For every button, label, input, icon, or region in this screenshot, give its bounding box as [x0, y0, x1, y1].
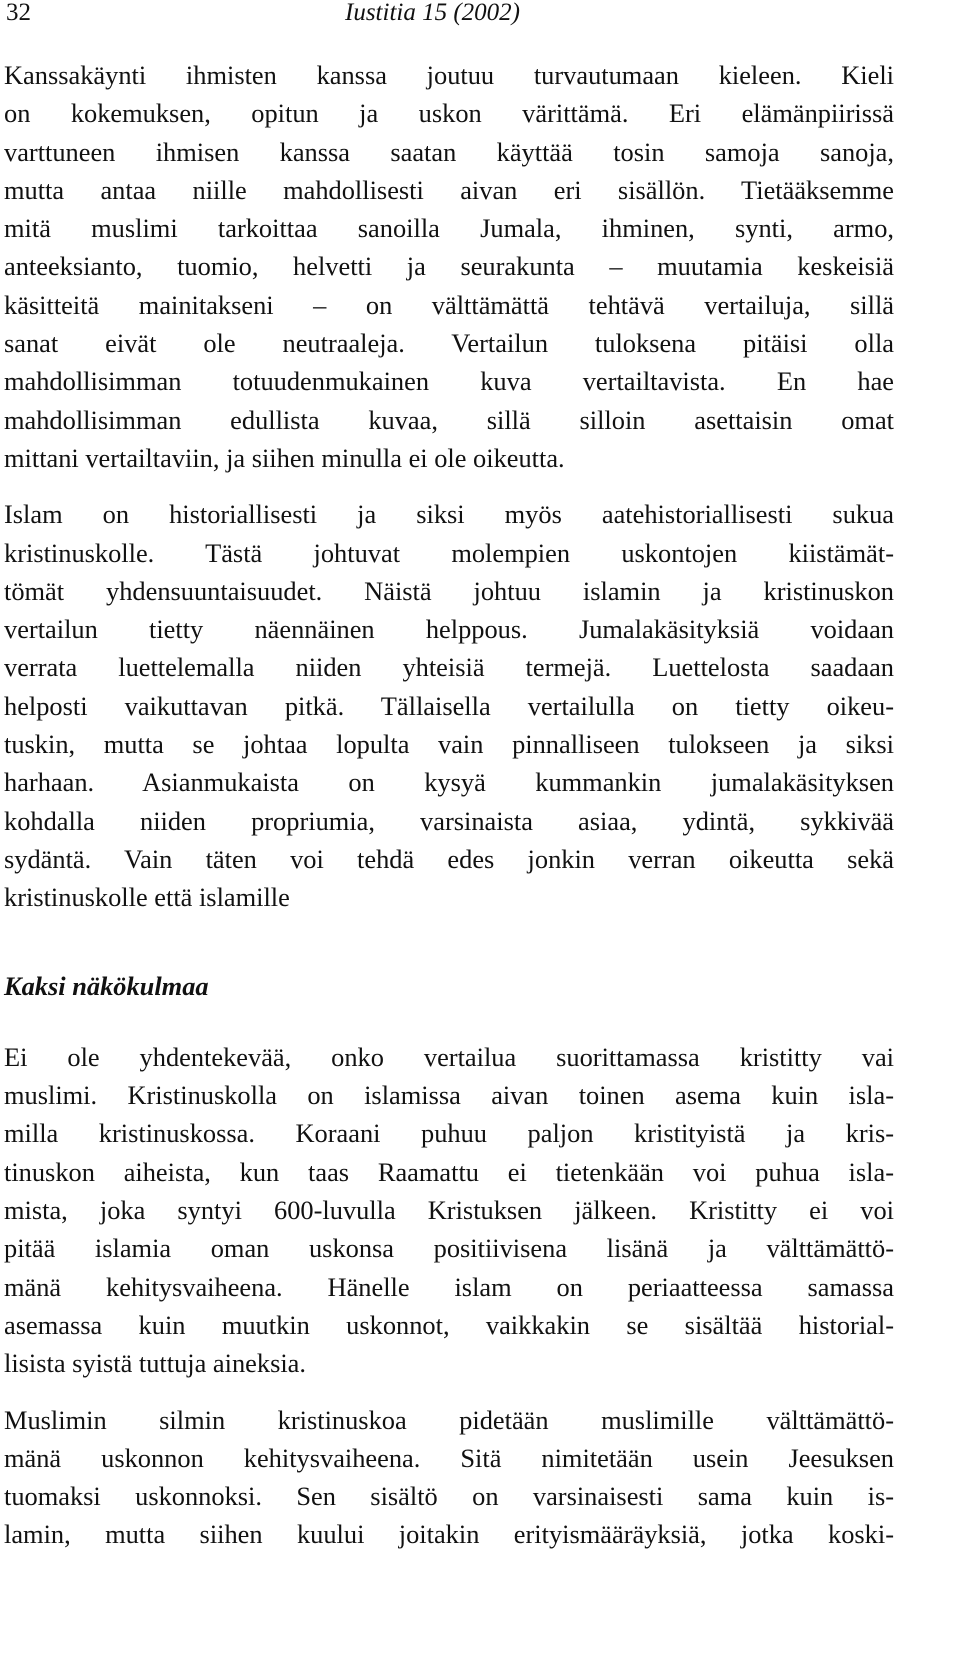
- text-line: sanat eivät ole neutraaleja. Vertailun tuloksena pitäisi olla: [4, 328, 894, 359]
- paragraph-gap: [4, 477, 894, 495]
- text-line: lamin, mutta siihen kuului joitakin erityismääräyksiä, jotka koski-: [4, 1519, 894, 1550]
- paragraph-gap: [4, 1383, 894, 1401]
- text-line: Islam on historiallisesti ja siksi myös aatehistoriallisesti sukua: [4, 499, 894, 530]
- text-line: on kokemuksen, opitun ja uskon värittämä. Eri elämänpiirissä: [4, 98, 894, 129]
- text-line: vertailun tietty näennäinen helppous. Jumalakäsityksiä voidaan: [4, 614, 894, 645]
- text-line: kristinuskolle. Tästä johtuvat molempien uskontojen kiistämät-: [4, 537, 894, 568]
- paragraph-language: [4, 56, 894, 477]
- text-line: anteeksianto, tuomio, helvetti ja seurakunta – muutamia keskeisiä: [4, 251, 894, 282]
- text-line: mahdollisimman edullista kuvaa, sillä silloin asettaisin omat: [4, 404, 894, 435]
- section-heading: Kaksi näkökulmaa: [4, 970, 209, 1001]
- text-line: muslimi. Kristinuskolla on islamissa aivan toinen asema kuin isla-: [4, 1080, 894, 1111]
- section-gap: [4, 917, 894, 967]
- text-line: mahdollisimman totuudenmukainen kuva vertailtavista. En hae: [4, 366, 894, 397]
- text-line: tuskin, mutta se johtaa lopulta vain pinnalliseen tulokseen ja siksi: [4, 729, 894, 760]
- text-line: mittani vertailtaviin, ja siihen minulla ei ole oikeutta.: [4, 442, 565, 473]
- text-line: Ei ole yhdentekevää, onko vertailua suorittamassa kristitty vai: [4, 1041, 894, 1072]
- text-line: mutta antaa niille mahdollisesti aivan eri sisällön. Tietääksemme: [4, 174, 894, 205]
- text-line: varttuneen ihmisen kanssa saatan käyttää tosin samoja sanoja,: [4, 136, 894, 167]
- text-line: lisista syistä tuttuja aineksia.: [4, 1348, 306, 1379]
- paragraph-muslim-view: [4, 1401, 894, 1554]
- text-line: pitää islamia oman uskonsa positiivisena lisänä ja välttämättö-: [4, 1233, 894, 1264]
- page-header: [0, 0, 960, 40]
- text-line: tinuskon aiheista, kun taas Raamattu ei tietenkään voi puhua isla-: [4, 1156, 894, 1187]
- text-line: mitä muslimi tarkoittaa sanoilla Jumala, ihminen, synti, armo,: [4, 213, 894, 244]
- heading-gap: [4, 1005, 894, 1038]
- text-line: harhaan. Asianmukaista on kysyä kummankin jumalakäsityksen: [4, 767, 894, 798]
- paragraph-islam-history: [4, 495, 894, 916]
- text-line: mista, joka syntyi 600-luvulla Kristuksen jälkeen. Kristitty ei voi: [4, 1195, 894, 1226]
- paragraph-perspective: [4, 1038, 894, 1383]
- text-line: käsitteitä mainitakseni – on välttämättä tehtävä vertailuja, sillä: [4, 289, 894, 320]
- text-line: asemassa kuin muutkin uskonnot, vaikkakin se sisältää historial-: [4, 1309, 894, 1340]
- text-line: kristinuskolle että islamille: [4, 882, 290, 913]
- page-number: 32: [6, 0, 31, 26]
- running-head: Iustitia 15 (2002): [345, 0, 520, 26]
- text-line: mänä uskonnon kehitysvaiheena. Sitä nimitetään usein Jeesuksen: [4, 1442, 894, 1473]
- text-line: tuomaksi uskonnoksi. Sen sisältö on varsinaisesti sama kuin is-: [4, 1481, 894, 1512]
- text-line: kohdalla niiden propriumia, varsinaista asiaa, ydintä, sykkivää: [4, 805, 894, 836]
- text-line: helposti vaikuttavan pitkä. Tällaisella vertailulla on tietty oikeu-: [4, 690, 894, 721]
- text-line: milla kristinuskossa. Koraani puhuu paljon kristityistä ja kris-: [4, 1118, 894, 1149]
- text-line: mänä kehitysvaiheena. Hänelle islam on periaatteessa samassa: [4, 1271, 894, 1302]
- text-line: sydäntä. Vain täten voi tehdä edes jonkin verran oikeutta sekä: [4, 843, 894, 874]
- text-line: tömät yhdensuuntaisuudet. Näistä johtuu islamin ja kristinuskon: [4, 575, 894, 606]
- text-line: Kanssakäynti ihmisten kanssa joutuu turvautumaan kieleen. Kieli: [4, 60, 894, 90]
- text-line: verrata luettelemalla niiden yhteisiä termejä. Luettelosta saadaan: [4, 652, 894, 683]
- text-line: Muslimin silmin kristinuskoa pidetään muslimille välttämättö-: [4, 1404, 894, 1435]
- body-text: [4, 56, 894, 1554]
